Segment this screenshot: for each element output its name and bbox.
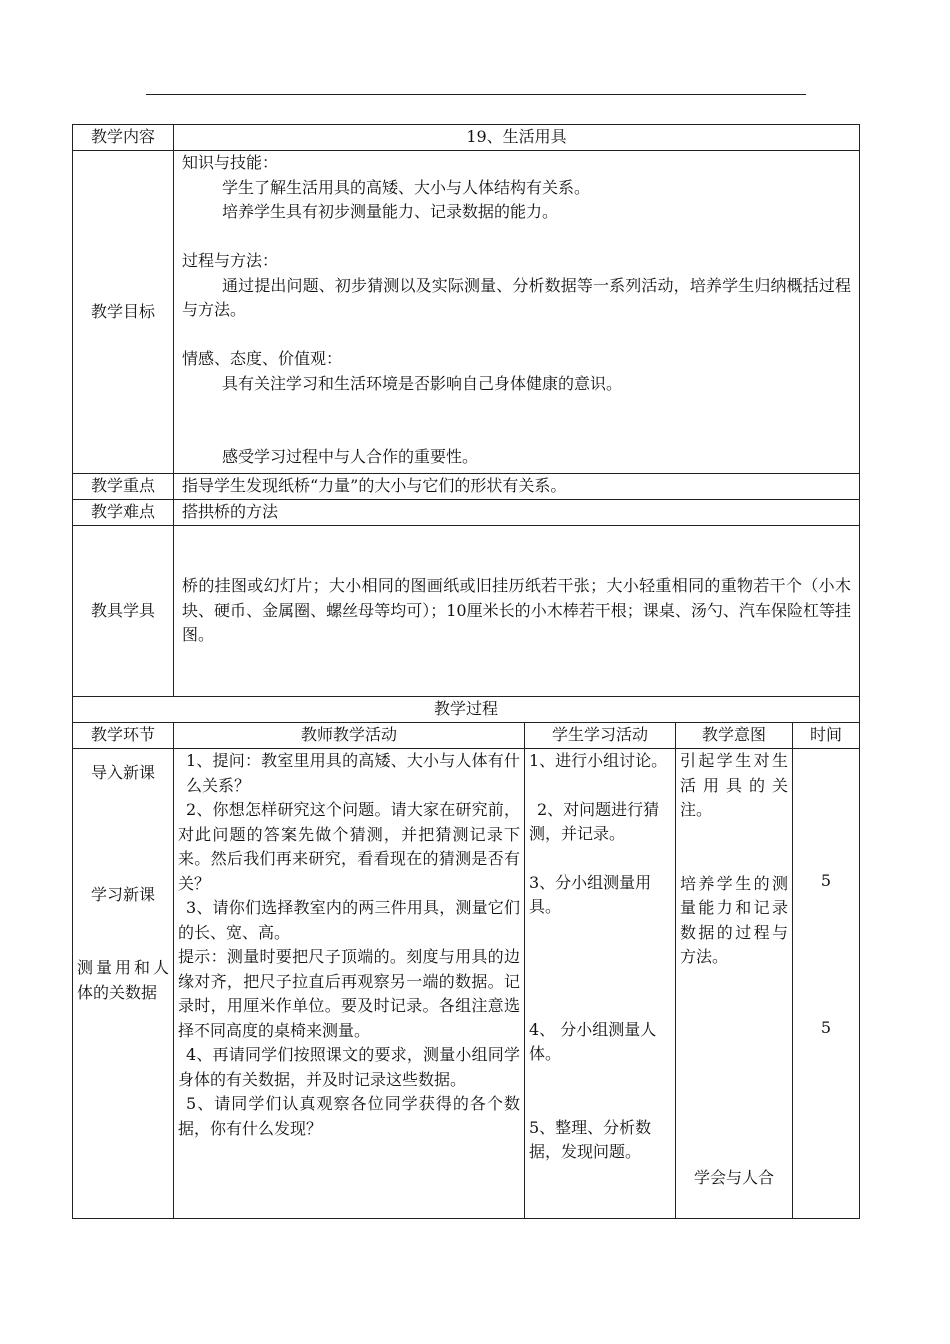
student-item-1: 1、进行小组讨论。: [529, 751, 668, 770]
stage-intro: 导入新课: [90, 763, 155, 782]
key-point-label: 教学重点: [73, 474, 174, 500]
stage-cell: [73, 749, 174, 1219]
intent-item-1: 引起学生对生活用具的关注。: [680, 751, 788, 819]
time-cell: [793, 749, 860, 1219]
content-title: 19、生活用具: [174, 125, 860, 151]
intent-cell: [676, 749, 793, 1219]
tools-text: 桥的挂图或幻灯片；大小相同的图画纸或旧挂历纸若干张；大小轻重相同的重物若干个（小木块、硬币、金属圈、螺丝母等均可）；10厘米长的小木棒若干根；课桌、汤勺、汽车保险杠等挂图。: [174, 526, 860, 697]
knowledge-title: 知识与技能：: [182, 153, 279, 172]
lesson-plan-table: [72, 124, 860, 1219]
knowledge-item-2: 培养学生具有初步测量能力、记录数据的能力。: [222, 202, 559, 221]
student-item-3: 3、分小组测量用具。: [529, 872, 652, 916]
header-teacher: 教师教学活动: [174, 723, 525, 749]
student-cell: [525, 749, 676, 1219]
time-value-2: 5: [820, 1017, 832, 1037]
content-label: 教学内容: [73, 125, 174, 151]
header-time: 时间: [793, 723, 860, 749]
header-stage: 教学环节: [73, 723, 174, 749]
header-student: 学生学习活动: [525, 723, 676, 749]
intent-item-2: 培养学生的测量能力和记录数据的过程与方法。: [680, 873, 788, 966]
process-title: 教学过程: [73, 697, 860, 723]
process-item-1: 通过提出问题、初步猜测以及实际测量、分析数据等一系列活动，培养学生归纳概括过程与方法。: [182, 275, 851, 319]
teacher-hint: 提示：测量时要把尺子顶端的。刻度与用具的边缘对齐，把尺子拉直后再观察另一端的数据。记录时，用厘米作单位。要及时记录。各组注意选择不同高度的桌椅来测量。: [178, 947, 520, 1040]
teacher-item-2: 2、你想怎样研究这个问题。请大家在研究前，对此问题的答案先做个猜测，并把猜测记录下来。然后我们再来研究，看看现在的猜测是否有关？: [178, 800, 520, 893]
stage-new: 学习新课: [90, 884, 155, 904]
student-item-5: 5、整理、分析数据，发现问题。: [529, 1117, 652, 1161]
time-value-1: 5: [820, 871, 832, 890]
objectives-label: 教学目标: [73, 151, 174, 474]
difficulty-text: 搭拱桥的方法: [174, 500, 860, 526]
teacher-item-4: 4、再请同学们按照课文的要求，测量小组同学身体的有关数据，并及时记录这些数据。: [178, 1045, 520, 1089]
student-item-4: 4、 分小组测量人体。: [529, 1019, 657, 1063]
header-intent: 教学意图: [676, 723, 793, 749]
objectives-cell: [174, 151, 860, 474]
teacher-item-5: 5、请同学们认真观察各位同学获得的各个数据，你有什么发现？: [178, 1094, 520, 1138]
student-item-2: 2、对问题进行猜测，并记录。: [529, 799, 660, 843]
difficulty-label: 教学难点: [73, 500, 174, 526]
teacher-cell: [174, 749, 525, 1219]
tools-label: 教具学具: [73, 526, 174, 697]
emotion-item-2: 感受学习过程中与人合作的重要性。: [222, 447, 479, 466]
teacher-item-3: 3、请你们选择教室内的两三件用具，测量它们的长、宽、高。: [178, 898, 520, 942]
process-title: 过程与方法：: [182, 251, 279, 270]
stage-measure: 测量用和人体的关数据: [77, 958, 169, 1002]
teacher-item-1: 1、提问：教室里用具的高矮、大小与人体有什么关系？: [186, 751, 520, 795]
header-rule: [146, 94, 806, 95]
intent-item-3: 学会与人合: [693, 1167, 774, 1187]
knowledge-item-1: 学生了解生活用具的高矮、大小与人体结构有关系。: [222, 177, 591, 197]
emotion-title: 情感、态度、价值观：: [182, 349, 343, 368]
emotion-item-1: 具有关注学习和生活环境是否影响自己身体健康的意识。: [222, 373, 623, 393]
key-point-text: 指导学生发现纸桥“力量”的大小与它们的形状有关系。: [174, 474, 860, 500]
